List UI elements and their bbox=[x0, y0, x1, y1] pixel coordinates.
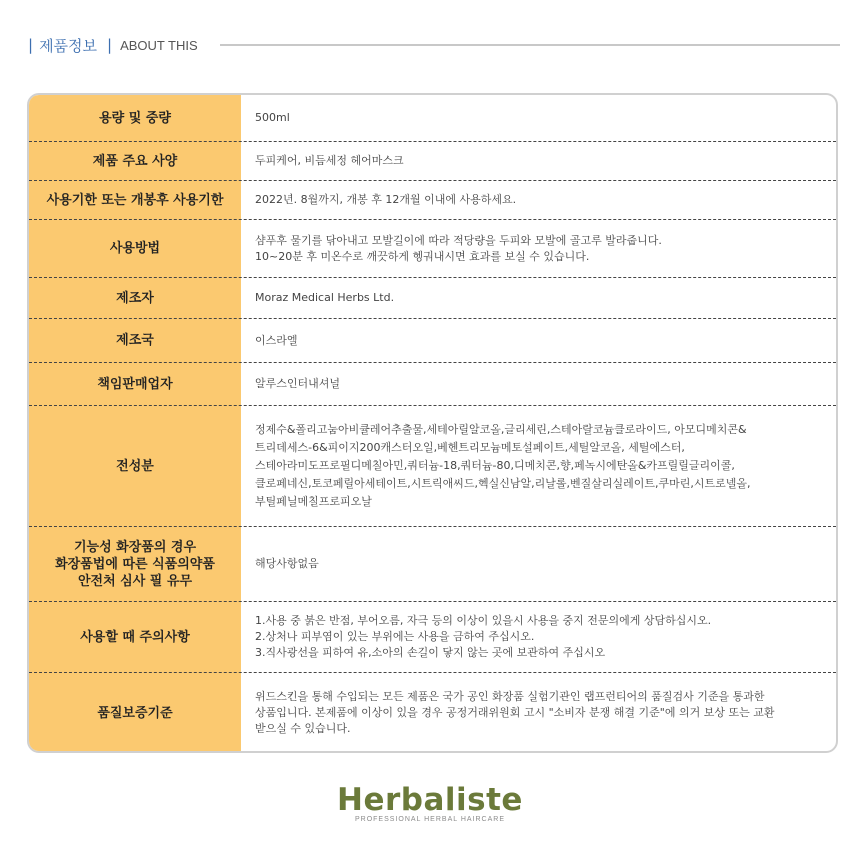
header-rule bbox=[220, 44, 840, 46]
row-value bbox=[241, 95, 836, 141]
table-row bbox=[29, 673, 836, 753]
row-value bbox=[241, 142, 836, 180]
table-row bbox=[29, 278, 836, 318]
value-line: 2022년. 8월까지, 개봉 후 12개월 이내에 사용하세요. bbox=[255, 193, 517, 206]
table-row bbox=[29, 95, 836, 141]
row-label: 용량 및 중량 bbox=[99, 110, 171, 126]
table-row bbox=[29, 527, 836, 601]
table-row bbox=[29, 319, 836, 362]
value-line: 정제수&폴리고눔아비큘레어추출물,세테아릴알코올,글리세린,스테아랄코늄클로라이드, 아모디메치콘& bbox=[255, 423, 747, 436]
row-value bbox=[241, 363, 836, 405]
table-row bbox=[29, 406, 836, 526]
page-title: 제품정보 bbox=[39, 36, 98, 55]
page-subtitle: ABOUT THIS bbox=[120, 37, 198, 53]
row-label: 전성분 bbox=[116, 458, 154, 474]
table-row bbox=[29, 142, 836, 180]
row-label: 사용할 때 주의사항 bbox=[80, 629, 190, 645]
value-line: 클로페네신,토코페릴아세테이트,시트릭애씨드,헥실신남알,리날롤,벤질살리실레이트,쿠마린,시트로넬올, bbox=[255, 477, 751, 490]
value-line: 해당사항없음 bbox=[255, 557, 319, 570]
value-line: 상품입니다. 본제품에 이상이 있을 경우 공정거래위원회 고시 "소비자 분쟁 해결 기준"에 의거 보상 또는 교환 bbox=[255, 706, 775, 719]
row-label: 책임판매업자 bbox=[97, 376, 173, 392]
header-bar-left: | bbox=[28, 36, 34, 54]
row-label: 사용기한 또는 개봉후 사용기한 bbox=[46, 192, 224, 208]
value-line: 500ml bbox=[255, 111, 290, 124]
value-line: 트리데세스-6&피이지200캐스터오일,베헨트리모늄메토설페이트,세틸알코올, 세틸에스터, bbox=[255, 441, 685, 454]
row-label: 제조국 bbox=[116, 333, 154, 348]
value-line: Moraz Medical Herbs Ltd. bbox=[255, 291, 395, 304]
row-value bbox=[241, 319, 836, 362]
value-line: 이스라엘 bbox=[255, 333, 298, 347]
value-line: 1.사용 중 붉은 반점, 부어오름, 자극 등의 이상이 있을시 사용을 중지 전문의에게 상담하십시오. bbox=[255, 614, 712, 627]
value-line: 10~20분 후 미온수로 깨끗하게 헹궈내시면 효과를 보실 수 있습니다. bbox=[255, 249, 590, 263]
value-line: 두피케어, 비듬세정 헤어마스크 bbox=[255, 154, 404, 167]
brand-logo bbox=[0, 782, 860, 823]
value-line: 스테아라미도프로필디메칠아민,쿼터늄-18,쿼터늄-80,디메치콘,향,페녹시에탄올&카프릴릴글리이콜, bbox=[255, 459, 735, 472]
table-row bbox=[29, 363, 836, 405]
logo-wordmark: Herbaliste bbox=[337, 782, 523, 818]
row-label: 기능성 화장품의 경우 화장품법에 따른 식품의약품 안전처 심사 필 유무 bbox=[55, 539, 215, 589]
value-line: 받으실 수 있습니다. bbox=[255, 722, 351, 735]
row-value bbox=[241, 673, 836, 753]
logo-tagline: PROFESSIONAL HERBAL HAIRCARE bbox=[354, 816, 505, 823]
table-row bbox=[29, 220, 836, 277]
row-value bbox=[241, 220, 836, 277]
row-label: 품질보증기준 bbox=[97, 705, 173, 721]
value-line: 부틸페닐메칠프로피오날 bbox=[255, 495, 372, 508]
row-label: 제조자 bbox=[116, 290, 154, 306]
value-line: 샴푸후 물기를 닦아내고 모발길이에 따라 적당량을 두피와 모발에 골고루 발라줍니다. bbox=[255, 233, 662, 247]
row-value bbox=[241, 278, 836, 318]
row-value bbox=[241, 181, 836, 219]
row-label: 사용방법 bbox=[109, 241, 161, 256]
row-label: 제품 주요 사양 bbox=[92, 153, 178, 169]
value-line: 위드스킨을 통해 수입되는 모든 제품은 국가 공인 화장품 실험기관인 랩프런티어의 품질검사 기준을 통과한 bbox=[255, 690, 765, 703]
row-value bbox=[241, 406, 836, 526]
value-line: 3.직사광선을 피하여 유,소아의 손길이 닿지 않는 곳에 보관하여 주십시오 bbox=[255, 646, 606, 659]
header-bar-divider: | bbox=[107, 36, 113, 54]
product-info-table bbox=[27, 93, 838, 753]
section-header bbox=[28, 33, 840, 57]
table-row bbox=[29, 181, 836, 219]
row-value bbox=[241, 527, 836, 601]
value-line: 2.상처나 피부염이 있는 부위에는 사용을 금하여 주십시오. bbox=[255, 630, 535, 643]
value-line: 알루스인터내셔널 bbox=[255, 377, 341, 390]
row-value bbox=[241, 602, 836, 672]
table-row bbox=[29, 602, 836, 672]
